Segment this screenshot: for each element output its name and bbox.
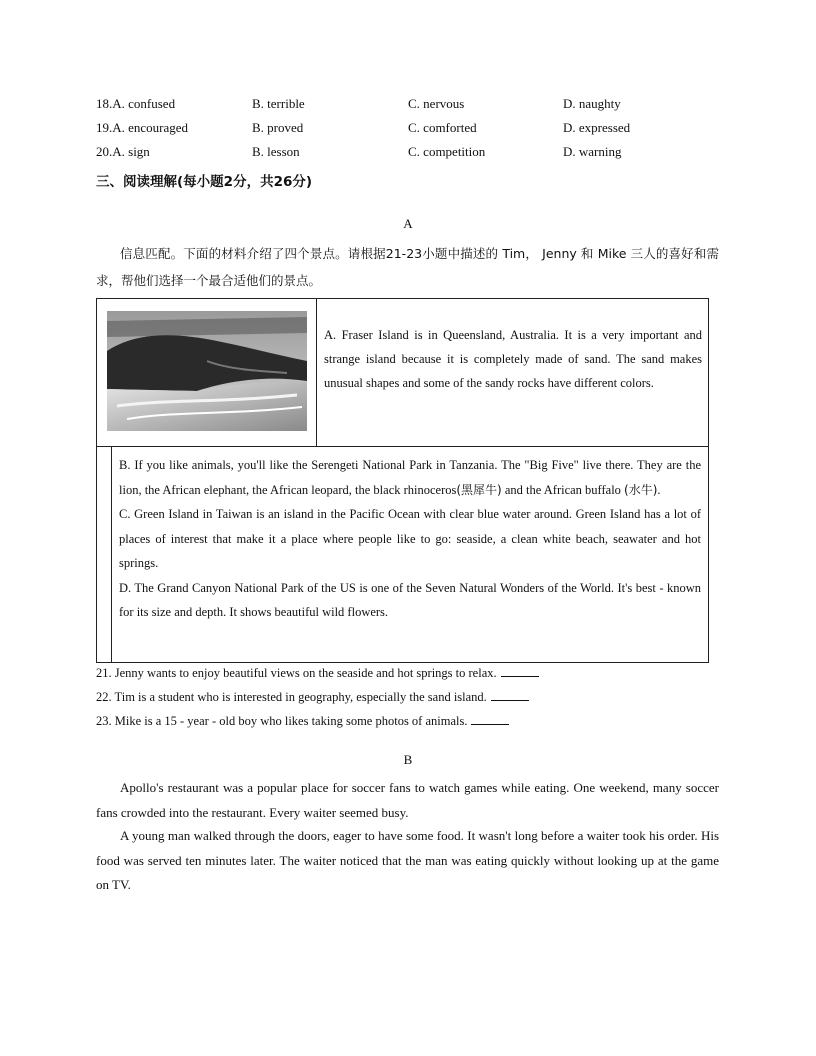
option-d: D. warning	[563, 144, 622, 159]
question-text: 22. Tim is a student who is interested in geography, especially the sand island.	[96, 690, 487, 704]
table-divider	[316, 299, 317, 447]
option-c: C. competition	[408, 144, 486, 159]
question-number: 19.A.	[96, 120, 125, 135]
option-row-19	[96, 120, 736, 138]
place-d-description: D. The Grand Canyon National Park of the US is one of the Seven Natural Wonders of the World. It's best - known for its size and depth. It shows beautiful wild flowers.	[119, 580, 701, 619]
option-row-20	[96, 144, 736, 162]
answer-blank[interactable]	[471, 713, 509, 725]
option-b: B. lesson	[252, 144, 300, 159]
question-number: 18.A.	[96, 96, 125, 111]
answer-blank[interactable]	[501, 665, 539, 677]
place-b-text: and the African buffalo	[501, 482, 625, 497]
table-row-bcd	[119, 453, 701, 625]
question-21	[96, 665, 539, 681]
place-b-text: B. If you like animals, you'll like the Serengeti National Park in Tanzania. The "Big Five" live there. They are the lion, the African elephant, the African leopard, the black rhinoceros	[119, 458, 701, 497]
place-b-cn-note: (黑犀牛)	[456, 482, 502, 497]
question-text: 21. Jenny wants to enjoy beautiful views on the seaside and hot springs to relax.	[96, 666, 497, 680]
option-b: B. terrible	[252, 96, 305, 111]
question-23	[96, 713, 509, 729]
section-title: 三、阅读理解(每小题2分，共26分)	[96, 174, 313, 190]
option-b: B. proved	[252, 120, 304, 135]
part-a-letter: A	[403, 216, 413, 231]
part-b-letter: B	[403, 752, 413, 767]
part-a-instructions: 信息匹配。下面的材料介绍了四个景点。请根据21-23小题中描述的 Tim， Jenny 和 Mike 三人的喜好和需求，帮他们选择一个最合适他们的景点。	[96, 246, 719, 288]
place-b-description	[119, 453, 701, 502]
option-a	[96, 144, 150, 160]
photo-cell	[97, 299, 316, 446]
question-text: 23. Mike is a 15 - year - old boy who likes taking some photos of animals.	[96, 714, 468, 728]
option-a-text: confused	[128, 96, 176, 111]
island-photo-icon	[107, 311, 307, 431]
part-b-paragraph-1: Apollo's restaurant was a popular place for soccer fans to watch games while eating. One weekend, many soccer fans crowded into the restaurant. Every waiter seemed busy.	[96, 780, 719, 820]
question-22	[96, 689, 529, 705]
option-d: D. expressed	[563, 120, 631, 135]
option-a	[96, 120, 188, 136]
question-number: 20.A.	[96, 144, 125, 159]
places-table	[96, 298, 709, 663]
place-b-text: .	[657, 482, 661, 497]
table-divider	[111, 447, 112, 663]
answer-blank[interactable]	[491, 689, 529, 701]
option-a-text: sign	[128, 144, 150, 159]
option-d: D. naughty	[563, 96, 621, 111]
option-a-text: encouraged	[128, 120, 189, 135]
place-b-cn-note: (水牛)	[624, 482, 658, 497]
option-row-18	[96, 96, 736, 114]
place-a-description: A. Fraser Island is in Queensland, Australia. It is a very important and strange island because it is completely made of sand. The sand makes unusual shapes and some of the sandy rocks have different colors.	[324, 328, 702, 390]
table-row-a	[97, 299, 708, 447]
option-c: C. comforted	[408, 120, 477, 135]
option-c: C. nervous	[408, 96, 465, 111]
part-b-paragraph-2: A young man walked through the doors, eager to have some food. It wasn't long before a waiter took his order. His food was served ten minutes later. The waiter noticed that the man was eating quickly without looking up at the game on TV.	[96, 828, 719, 892]
option-a	[96, 96, 175, 112]
place-c-description: C. Green Island in Taiwan is an island in the Pacific Ocean with clear blue water around. Green Island has a lot of places of interest that make it a place where people like to go: seaside, a clean white beach, seawater and hot springs.	[119, 507, 701, 570]
